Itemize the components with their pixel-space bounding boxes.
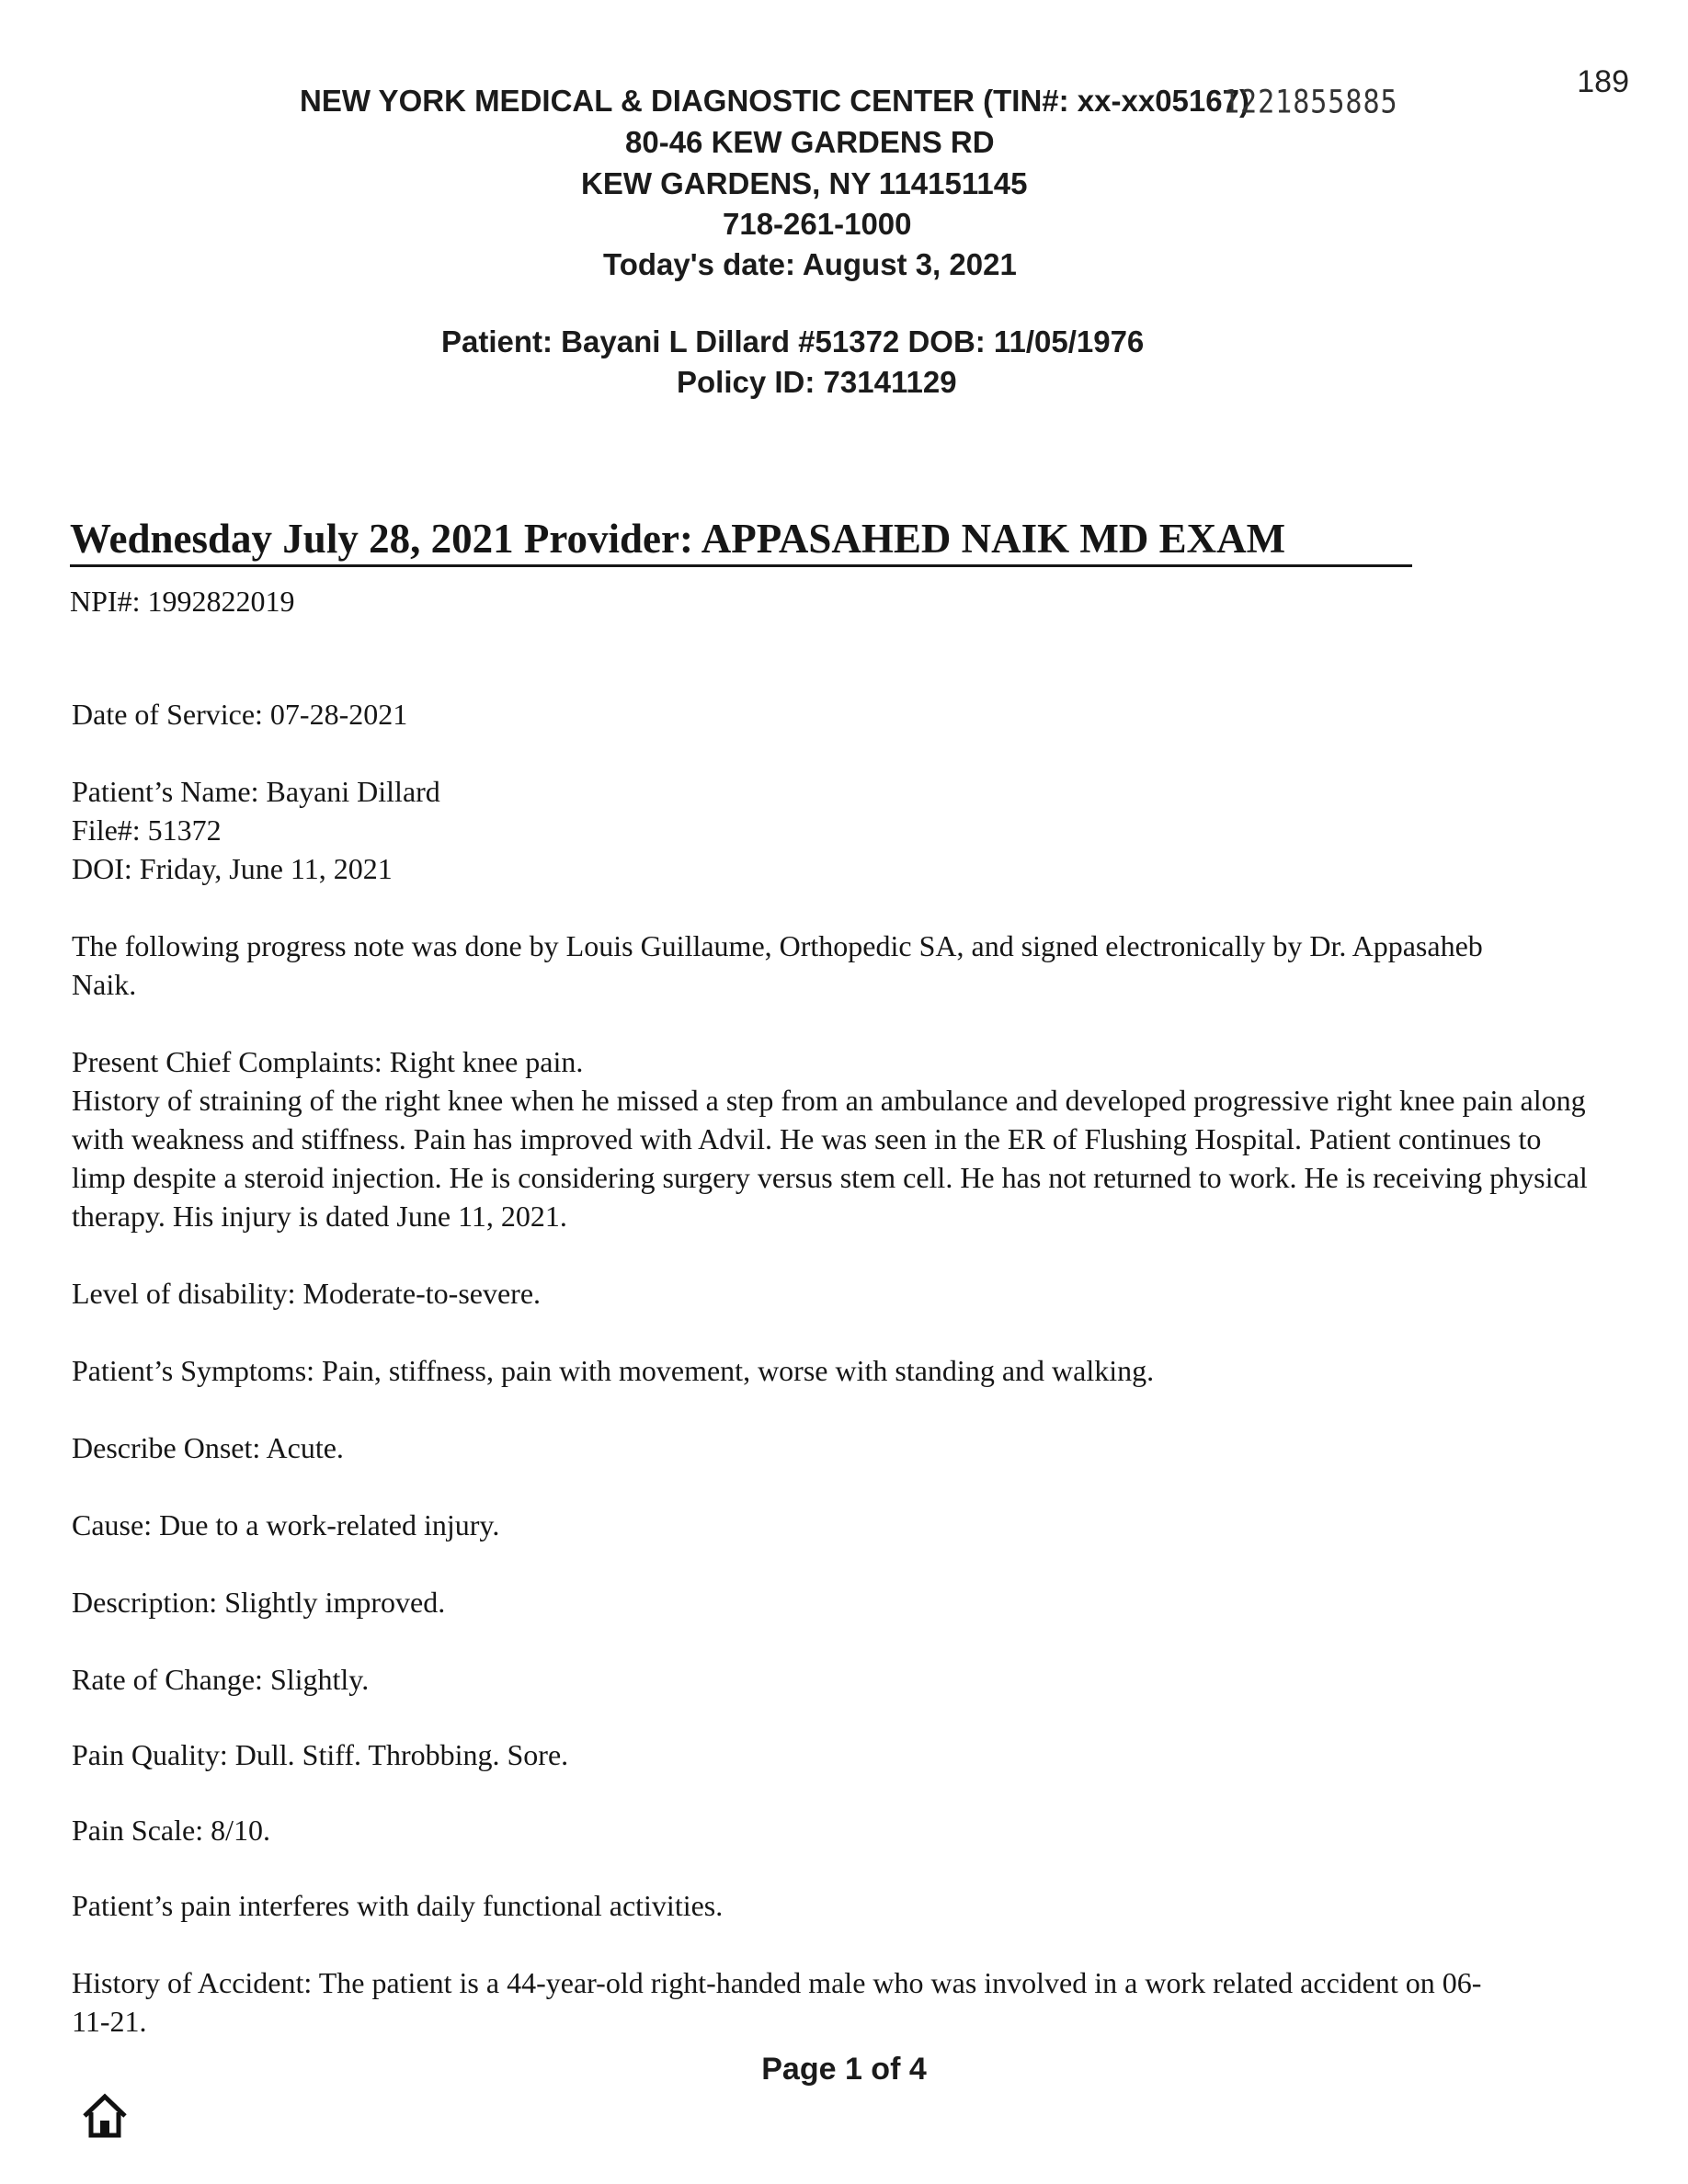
page-number: 189: [1577, 64, 1629, 99]
patient-info-block: [72, 772, 1616, 888]
description: Description: Slightly improved.: [72, 1586, 446, 1619]
pain-scale: Pain Scale: 8/10.: [72, 1814, 270, 1847]
patient-symptoms: Patient’s Symptoms: Pain, stiffness, pain with movement, worse with standing and walking.: [72, 1354, 1155, 1387]
describe-onset: Describe Onset: Acute.: [72, 1431, 344, 1464]
cause: Cause: Due to a work-related injury.: [72, 1508, 500, 1541]
facility-name: NEW YORK MEDICAL & DIAGNOSTIC CENTER (TIN#: xx-xx05167): [300, 84, 1249, 118]
npi-number: NPI#: 1992822019: [70, 585, 295, 618]
visit-title: Wednesday July 28, 2021 Provider: APPASAHED NAIK MD EXAM: [70, 515, 1412, 567]
facility-phone: 718-261-1000: [723, 207, 912, 241]
home-icon[interactable]: [81, 2092, 129, 2140]
patient-name: Patient’s Name: Bayani Dillard: [72, 775, 440, 808]
intro-paragraph: The following progress note was done by Louis Guillaume, Orthopedic SA, and signed electronically by Dr. Appasaheb Naik.: [72, 929, 1483, 1001]
date-of-service: Date of Service: 07-28-2021: [72, 698, 408, 731]
barcode-number: 1221855885: [1223, 84, 1398, 121]
todays-date: Today's date: August 3, 2021: [603, 247, 1017, 281]
history-paragraph: History of straining of the right knee when he missed a step from an ambulance and developed progressive right knee pain along with weakness and stiffness. Pain has improved with Advil. He was seen in the ER of Flushing Hospital. Patient continues to limp despite a steroid injection. He is considering surgery versus stem cell. He has not returned to work. He is receiving physical therapy. His injury is dated June 11, 2021.: [72, 1084, 1588, 1233]
date-of-injury: DOI: Friday, June 11, 2021: [72, 852, 393, 885]
complaint-block: [72, 1042, 1598, 1235]
rate-of-change: Rate of Change: Slightly.: [72, 1663, 370, 1696]
pain-quality: Pain Quality: Dull. Stiff. Throbbing. Sore.: [72, 1738, 569, 1771]
policy-id: Policy ID: 73141129: [677, 365, 957, 399]
chief-complaint: Present Chief Complaints: Right knee pain.: [72, 1045, 584, 1078]
facility-street: 80-46 KEW GARDENS RD: [625, 125, 995, 159]
page-footer: Page 1 of 4: [761, 2052, 927, 2087]
file-number: File#: 51372: [72, 813, 222, 847]
level-of-disability: Level of disability: Moderate-to-severe.: [72, 1277, 542, 1310]
pain-interference: Patient’s pain interferes with daily functional activities.: [72, 1889, 724, 1922]
patient-line: Patient: Bayani L Dillard #51372 DOB: 11/05/1976: [441, 324, 1145, 358]
facility-city: KEW GARDENS, NY 114151145: [581, 166, 1028, 200]
history-of-accident: History of Accident: The patient is a 44-year-old right-handed male who was involved in a work related accident on 06-11-21.: [72, 1966, 1482, 2038]
